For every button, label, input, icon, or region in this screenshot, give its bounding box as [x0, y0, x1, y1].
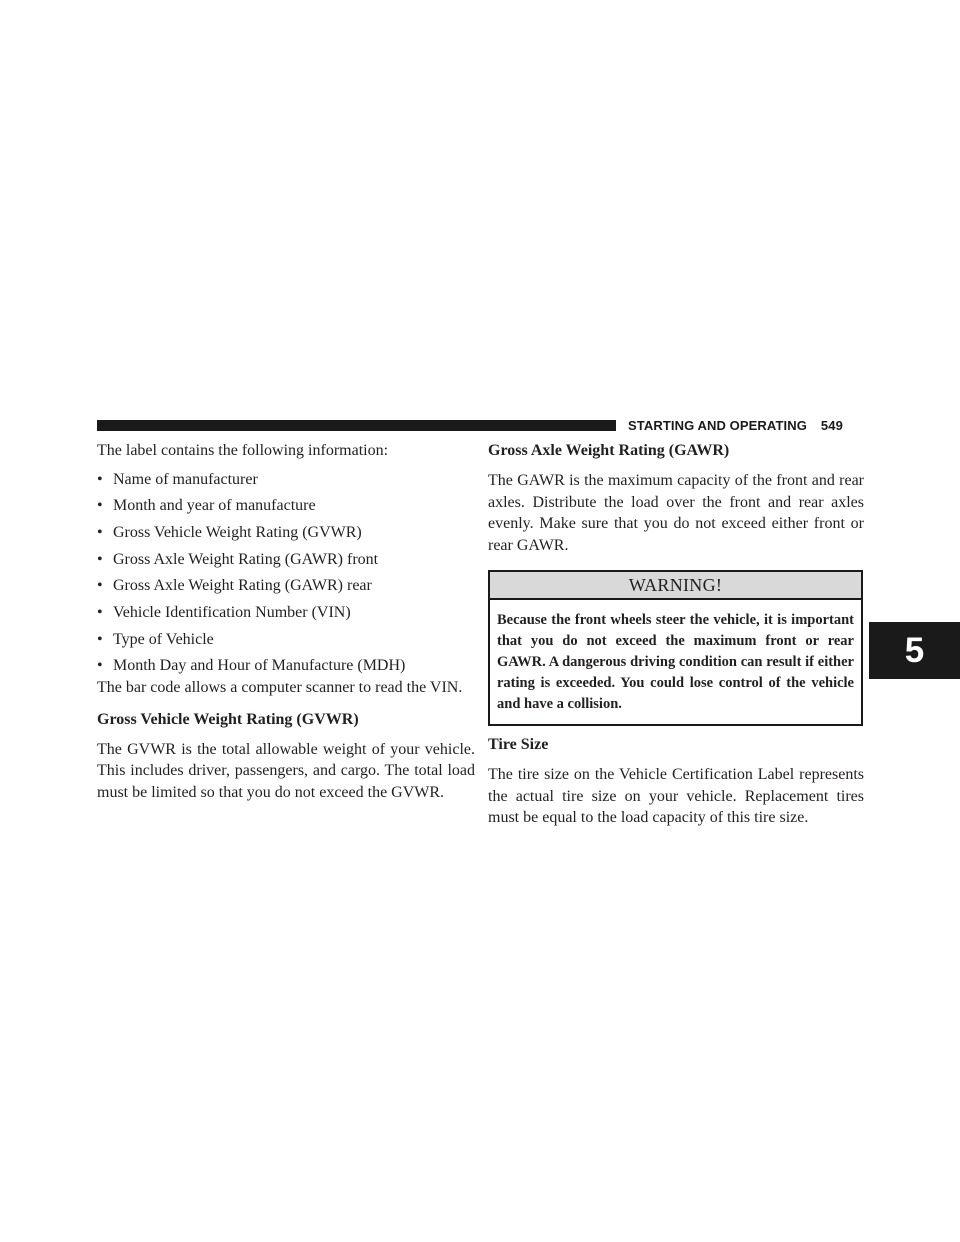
section-title: STARTING AND OPERATING [628, 418, 807, 433]
header-rule [97, 420, 616, 431]
bullet-icon: • [97, 470, 103, 488]
list-item: • Month and year of manufacture [97, 495, 475, 522]
list-item: • Vehicle Identification Number (VIN) [97, 602, 475, 629]
label-info-list [97, 469, 475, 683]
barcode-text: The bar code allows a computer scanner to read the VIN. [97, 679, 463, 696]
bullet-icon: • [97, 550, 103, 568]
right-column [488, 440, 864, 829]
bullet-icon: • [97, 657, 103, 675]
list-item: • Gross Axle Weight Rating (GAWR) front [97, 549, 475, 576]
list-item: • Gross Vehicle Weight Rating (GVWR) [97, 522, 475, 549]
list-item: • Type of Vehicle [97, 629, 475, 656]
gvwr-paragraph: The GVWR is the total allowable weight of your vehicle. This includes driver, passengers, and cargo. The total load must be limited so that you do not exceed the GVWR. [97, 740, 475, 801]
left-column [97, 440, 475, 803]
tire-size-heading: Tire Size [488, 736, 549, 753]
running-header [628, 418, 843, 433]
list-item: • Month Day and Hour of Manufacture (MDH) [97, 655, 475, 682]
list-item: • Name of manufacturer [97, 469, 475, 496]
bullet-icon: • [97, 497, 103, 515]
bullet-icon: • [97, 630, 103, 648]
tire-size-paragraph: The tire size on the Vehicle Certification Label represents the actual tire size on your vehicle. Replacement tires must be equal to the load capacity of this tire size. [488, 766, 864, 826]
page-number: 549 [820, 418, 843, 433]
bullet-icon: • [97, 577, 103, 595]
gvwr-heading: Gross Vehicle Weight Rating (GVWR) [97, 710, 359, 728]
warning-text: Because the front wheels steer the vehicle, it is important that you do not exceed the maximum front or rear GAWR. A dangerous driving condition can result if either rating is exceeded. You could lose control of the vehicle and have a collision. [497, 612, 854, 712]
chapter-tab: 5 [869, 622, 960, 679]
warning-title: WARNING! [490, 572, 861, 600]
label-intro-text: The label contains the following information: [97, 442, 389, 459]
gawr-paragraph: The GAWR is the maximum capacity of the front and rear axles. Distribute the load over the front and rear axles evenly. Make sure that you do not exceed either front or rear GAWR. [488, 472, 864, 554]
warning-box [488, 570, 863, 726]
bullet-icon: • [97, 523, 103, 541]
bullet-icon: • [97, 603, 103, 621]
list-item: • Gross Axle Weight Rating (GAWR) rear [97, 575, 475, 602]
gawr-heading: Gross Axle Weight Rating (GAWR) [488, 442, 730, 459]
